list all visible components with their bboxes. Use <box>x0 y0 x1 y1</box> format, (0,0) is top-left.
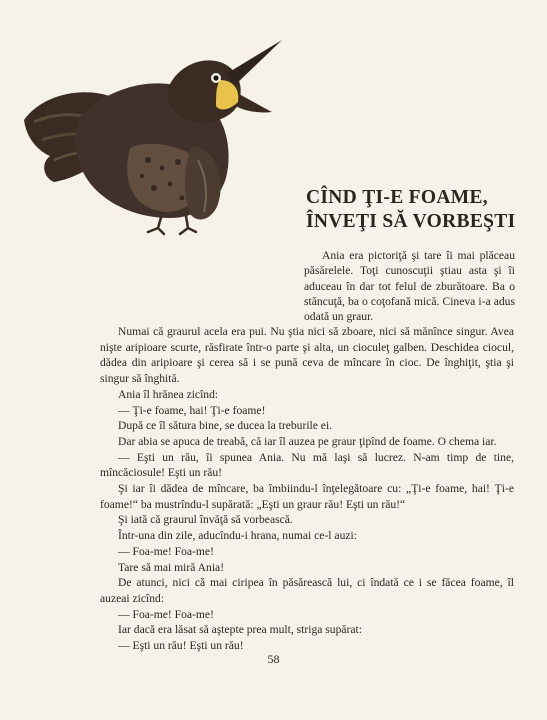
paragraph: Într-una din zile, aducîndu-i hrana, numai ce-l auzi: <box>118 529 357 543</box>
paragraph: Numai că graurul acela era pui. Nu ştia nici să zboare, nici să mănînce singur. Avea nişte aripioare scurte, răsfirate într-o parte şi alta, un cioculeţ galben. Deschidea ciocul, dădea din aripioare şi cerea să i se pună ceva de mîncare în cioc. De înghiţit, ştia şi singur să înghită. <box>100 325 514 386</box>
chapter-title-line-2: ÎNVEŢI SĂ VORBEŞTI <box>306 211 516 232</box>
paragraph: După ce îl sătura bine, se ducea la treburile ei. <box>118 419 333 433</box>
paragraph: Şi iată că graurul învăţă să vorbească. <box>118 513 293 527</box>
paragraph: Dar abia se apuca de treabă, că iar îl auzea pe graur ţipînd de foame. O chema iar. <box>118 434 497 448</box>
paragraph: De atunci, nici că mai ciripea în păsărească lui, ci îndată ce i se făcea foame, îl auzeai zicînd: <box>100 576 514 605</box>
paragraph: Tare să mai miră Ania! <box>118 560 225 574</box>
dialogue-line: — Foa-me! Foa-me! <box>118 544 214 558</box>
story-body <box>100 324 514 654</box>
chapter-title-line-1: CÎND ŢI-E FOAME, <box>306 187 488 208</box>
paragraph: Şi iar îi dădea de mîncare, ba îmbiindu-l înţelegătoare cu: „Ţi-e foame, hai! Ţi-e foame!“ ba mustrîndu-l supărată: „Eşti un graur rău! Eşti un rău!“ <box>100 482 514 511</box>
chapter-title <box>306 186 536 234</box>
paragraph: Ania îl hrănea zicînd: <box>118 387 219 401</box>
page-number: 58 <box>267 652 280 666</box>
paragraph: Iar dacă era lăsat să aştepte prea mult, striga supărat: <box>118 623 362 637</box>
dialogue-line: — Eşti un rău! Eşti un rău! <box>118 639 244 653</box>
dialogue-line: — Eşti un rău, îi spunea Ania. Nu mă laşi să lucrez. N-am timp de tine, mîncăciosule! Eşti un rău! <box>100 450 514 480</box>
starling-chick-illustration <box>20 28 290 238</box>
intro-column <box>304 248 515 324</box>
intro-paragraph: Ania era pictoriţă şi tare îi mai plăceau păsărelele. Toţi cunoscuţii ştiau asta şi îi aduceau în dar tot felul de zburătoare. Ba o stăncuţă, ba o coţofană mică. Cineva i-a adus odată un graur. <box>304 249 515 324</box>
dialogue-line: — Ţi-e foame, hai! Ţi-e foame! <box>118 403 266 417</box>
dialogue-line: — Foa-me! Foa-me! <box>118 607 214 621</box>
